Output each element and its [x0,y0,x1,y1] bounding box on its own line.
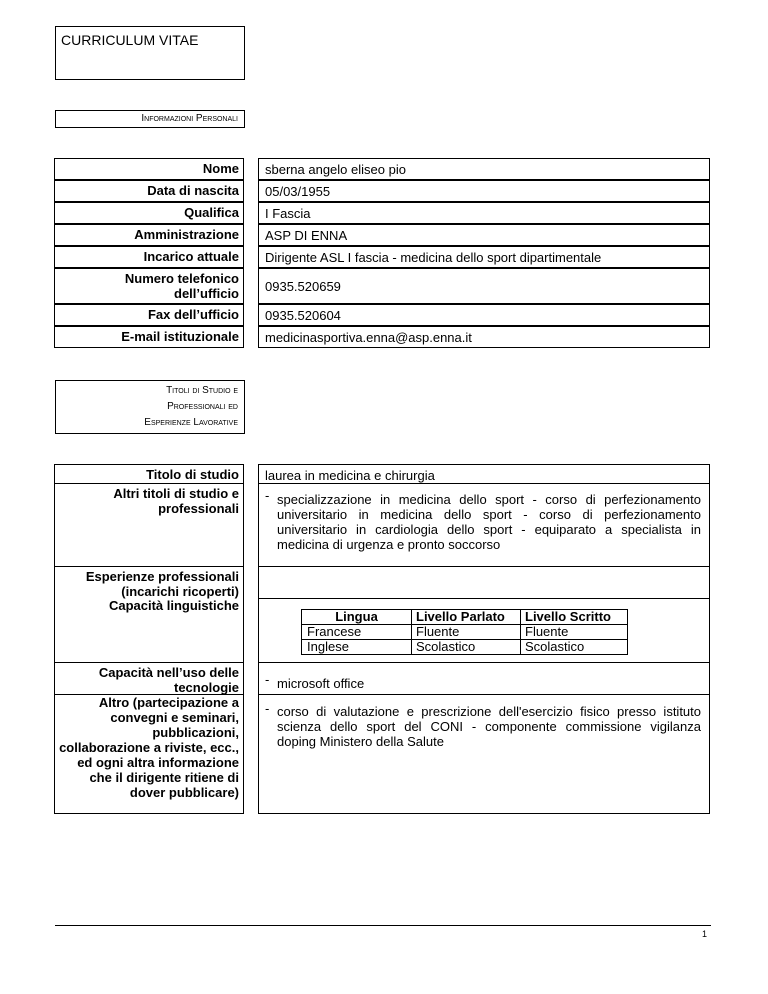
lingue-header-parlato: Livello Parlato [412,610,521,625]
parlato-cell: Fluente [412,625,521,640]
value-altro: corso di valutazione e prescrizione dell'esercizio fisico presso istituto scienza dello sport del CONI - componente commissione vigilanza doping Ministero della Salute [277,704,701,749]
section-studies-box [55,380,245,434]
label-incarico: Incarico attuale [54,246,244,268]
scritto-cell: Scolastico [521,640,628,655]
label-esperienze: Esperienze professionali (incarichi ricoperti) [54,566,244,598]
value-incarico: Dirigente ASL I fascia - medicina dello sport dipartimentale [258,246,710,268]
value-fax: 0935.520604 [258,304,710,326]
cv-title-box [55,26,245,80]
label-qualifica: Qualifica [54,202,244,224]
label-titolo-studio: Titolo di studio [54,464,244,484]
section-personal-box [55,110,245,128]
lingua-cell: Inglese [302,640,412,655]
lingue-header-lingua: Lingua [302,610,412,625]
section-studies-line2: Professionali ed [167,401,238,412]
label-altro: Altro (partecipazione a convegni e seminari, pubblicazioni, collaborazione a riviste, ecc., ed ogni altra informazione che il dirigente ritiene di dover pubblicare) [54,694,244,814]
label-lingue: Capacità linguistiche [54,598,244,662]
label-fax: Fax dell’ufficio [54,304,244,326]
value-esperienze [258,566,710,598]
value-data-nascita: 05/03/1955 [258,180,710,202]
value-email: medicinasportiva.enna@asp.enna.it [258,326,710,348]
value-telefono: 0935.520659 [258,268,710,304]
section-studies-line3: Esperienze Lavorative [144,417,238,428]
cv-title: CURRICULUM VITAE [61,32,199,48]
lingue-cell [258,598,710,662]
lingue-header-scritto: Livello Scritto [521,610,628,625]
bullet-dash: - [265,672,270,687]
label-email: E-mail istituzionale [54,326,244,348]
footer-divider [55,925,711,926]
bullet-dash: - [265,701,270,716]
value-altri-titoli: specializzazione in medicina dello sport - corso di perfezionamento universitario in medicina dello sport - corso di perfezionamento universitario in cardiologia dello sport - equiparato a specialista in medicina di urgenza e pronto soccorso [277,492,701,552]
lingua-cell: Francese [302,625,412,640]
label-tecnologie: Capacità nell’uso delle tecnologie [54,662,244,694]
value-amministrazione: ASP DI ENNA [258,224,710,246]
label-data-nascita: Data di nascita [54,180,244,202]
value-tecnologie: microsoft office [277,676,365,691]
page-number: 1 [702,929,708,939]
table-row [302,640,628,655]
label-nome: Nome [54,158,244,180]
label-amministrazione: Amministrazione [54,224,244,246]
lingue-table [301,609,628,655]
label-altri-titoli: Altri titoli di studio e professionali [54,484,244,566]
section-studies-line1: Titoli di Studio e [166,385,238,396]
value-titolo-studio: laurea in medicina e chirurgia [258,464,710,484]
label-telefono: Numero telefonico dell’ufficio [54,268,244,304]
bullet-dash: - [265,488,270,503]
lingue-header-row [302,610,628,625]
table-row [302,625,628,640]
value-altro-cell [258,694,710,814]
value-tecnologie-cell [258,662,710,694]
value-qualifica: I Fascia [258,202,710,224]
value-nome: sberna angelo eliseo pio [258,158,710,180]
value-altri-titoli-cell [258,484,710,566]
section-personal-label: Informazioni Personali [141,113,238,124]
scritto-cell: Fluente [521,625,628,640]
parlato-cell: Scolastico [412,640,521,655]
